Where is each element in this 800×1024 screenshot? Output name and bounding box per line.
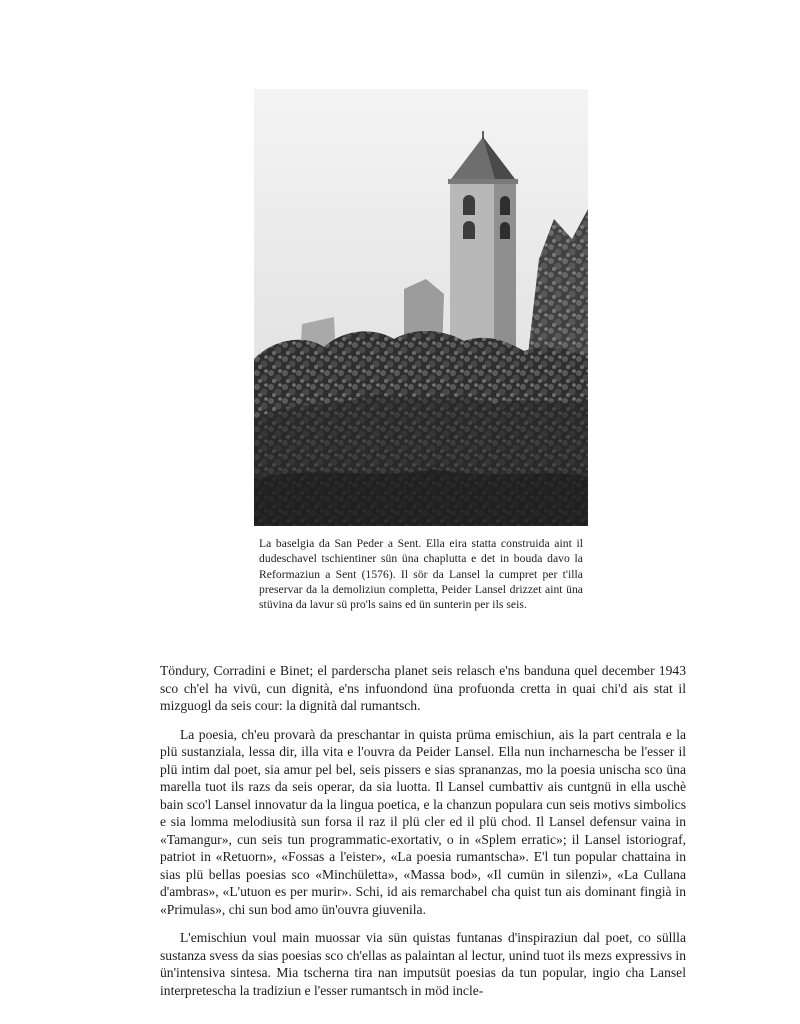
- paragraph: L'emischiun voul main muossar via sün quistas funtanas d'inspiraziun dal poet, co süllla sustanza svess da sias poesias sco ch'ellas as palaintan al lectur, unind tuot ils mezs expressivs in ün'intensiva sintesa. Mia tscherna tira nan imputsüt poesias da tun popular, ingio cha Lansel interpretescha la tradiziun e l'esser rumantsch in möd incle-: [160, 930, 686, 998]
- photo-caption: La baselgia da San Peder a Sent. Ella eira statta construida aint il dudeschavel tschientiner sün üna chaplutta e det in bouda davo la Reformaziun a Sent (1576). Il sör da Lansel la cumpret per t'illa preservar da la demoliziun completta, Peider Lansel drizzet aint üna stüvina da lavur sü pro'ls sains ed ün sunterin per ils seis.: [259, 537, 583, 612]
- article-body: [160, 662, 686, 1010]
- church-tower-photo: [254, 89, 588, 526]
- paragraph: Töndury, Corradini e Binet; el parderscha planet seis relasch e'ns banduna quel december 1943 sco ch'el ha vivü, cun dignità, e'ns infuondond üna profuonda cretta in quai chi'd ais stat il mizguogl da seis cour: la dignità dal rumantsch.: [160, 663, 686, 713]
- paragraph: La poesia, ch'eu provarà da preschantar in quista prüma emischiun, ais la part centrala e la plü sustanziala, lessa dir, illa vita e l'ouvra da Peider Lansel. Ella nun incharnescha be l'esser il plü intim dal poet, sia amur pel bel, seis pissers e sias sprananzas, mo la poesia unischa sco üna marella tuot ils razs da seis operar, da sia luotta. Il Lansel cumbattiv ais cuntgnü in ella uschè bain sco'l Lansel innovatur da la lingua poetica, e la chanzun populara cun seis motivs simbolics e sia lomma melodiusità sun forsa il raz il plü cler ed il plü chod. Il Lansel defensur vaina in «Tamangur», cun seis tun programmatic-exortativ, o in «Splem erratic»; il Lansel istoriograf, patriot in «Retuorn», «Fossas a l'eister», «La poesia rumantscha». E'l tun popular chattaina in sias plü bellas poesias sco «Minchületta», «Massa bod», «Il cumün in silenzi», «La Cullana d'ambras», «L'utuon es per murir». Schi, id ais remarchabel cha quist tun ais dominant fingià in «Primulas», chi sun bod amo ün'ouvra giuvenila.: [160, 726, 686, 917]
